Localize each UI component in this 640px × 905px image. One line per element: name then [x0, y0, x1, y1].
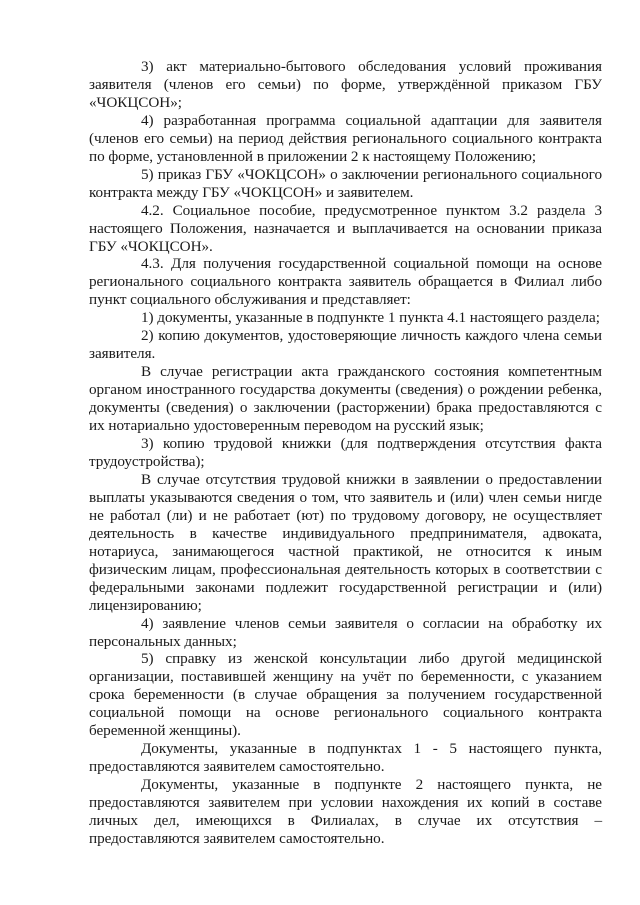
document-page: [89, 58, 602, 848]
paragraph-item-5-medical: 5) справку из женской консультации либо другой медицинской организации, поставившей женщину на учёт по беременности, с указанием срока беременности (в случае обращения за получением государственной социальной помощи на основе регионального социального контракта беременной женщины).: [89, 650, 602, 740]
paragraph-item-3-work-book: 3) копию трудовой книжки (для подтверждения отсутствия факта трудоустройства);: [89, 435, 602, 470]
paragraph-order-contract: 5) приказ ГБУ «ЧОКЦСОН» о заключении регионального социального контракта между ГБУ «ЧОКЦСОН» и заявителем.: [89, 165, 602, 201]
paragraph-item-1-documents: 1) документы, указанные в подпункте 1 пункта 4.1 настоящего раздела;: [141, 309, 600, 327]
paragraph-item-4-consent: 4) заявление членов семьи заявителя о согласии на обработку их персональных данных;: [89, 614, 602, 650]
paragraph-item-2-identity: 2) копию документов, удостоверяющие личность каждого члена семьи заявителя.: [89, 327, 602, 363]
paragraph-copies-in-files: Документы, указанные в подпункте 2 настоящего пункта, не предоставляются заявителем при условии нахождения их копий в составе личных дел, имеющихся в Филиалах, в случае их отсутствия – предоставляются заявителем самостоятельно.: [89, 776, 602, 847]
paragraph-4-2: 4.2. Социальное пособие, предусмотренное пунктом 3.2 раздела 3 настоящего Положения, назначается и выплачивается на основании приказа ГБУ «ЧОКЦСОН».: [89, 201, 602, 255]
paragraph-4-3: 4.3. Для получения государственной социальной помощи на основе регионального социального контракта заявитель обращается в Филиал либо пункт социального обслуживания и представляет:: [89, 255, 602, 309]
paragraph-act-inspection: 3) акт материально-бытового обследования условий проживания заявителя (членов его семьи) по форме, утверждённой приказом ГБУ «ЧОКЦСОН»;: [89, 58, 602, 111]
paragraph-foreign-registration: В случае регистрации акта гражданского состояния компетентным органом иностранного государства документы (сведения) о рождении ребенка, документы (сведения) о заключении (расторжении) брака предоставляются с их нотариально удостоверенным переводом на русский язык;: [89, 363, 602, 435]
paragraph-self-provided: Документы, указанные в подпунктах 1 - 5 настоящего пункта, предоставляются заявителем самостоятельно.: [89, 740, 602, 776]
paragraph-no-work-book: В случае отсутствия трудовой книжки в заявлении о предоставлении выплаты указываются сведения о том, что заявитель и (или) член семьи нигде не работал (ли) и не работает (ют) по трудовому договору, не осуществляет деятельность в качестве индивидуального предпринимателя, адвоката, нотариуса, занимающегося частной практикой, не относится к иным физическим лицам, профессиональная деятельность которых в соответствии с федеральными законами подлежит государственной регистрации и (или) лицензированию;: [89, 470, 602, 614]
paragraph-adaptation-program: 4) разработанная программа социальной адаптации для заявителя (членов его семьи) на период действия регионального социального контракта по форме, установленной в приложении 2 к настоящему Положению;: [89, 111, 602, 165]
